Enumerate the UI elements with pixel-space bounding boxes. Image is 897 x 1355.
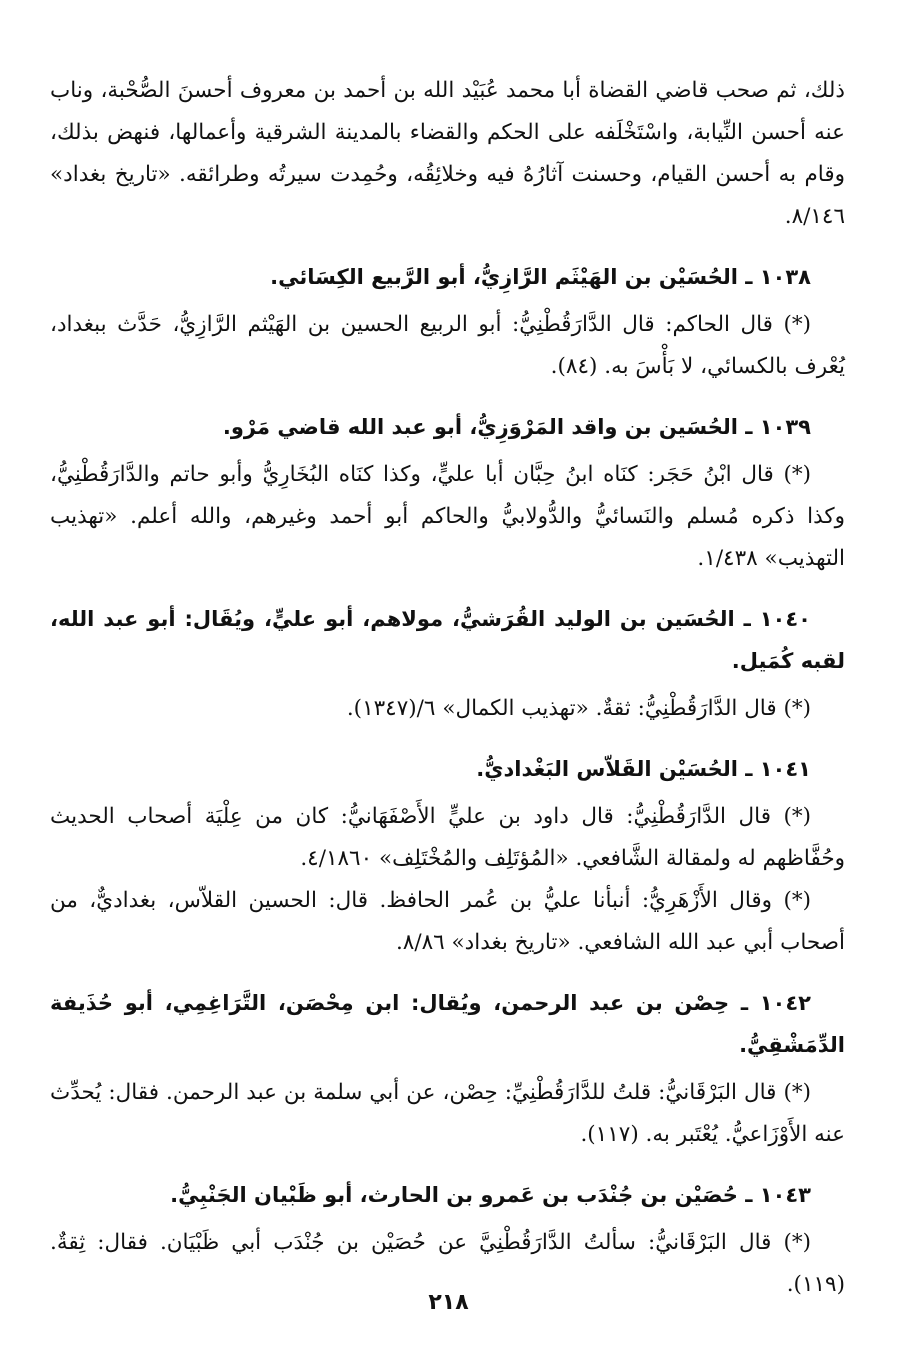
entry-heading-1040: ١٠٤٠ ـ الحُسَين بن الوليد القُرَشيُّ، مولاهم، أبو عليٍّ، ويُقَال: أبو عبد الله، لقبه كُمَيل. [50, 607, 845, 673]
entry-text-1041-a: (*) قال الدَّارَقُطْنِيُّ: قال داود بن عليٍّ الأَصْفَهَانيُّ: كان من عِلْيَة أصحاب الحديث وحُفَّاظهم له ولمقالة الشَّافعي. «المُؤتَلِف والمُخْتَلِف» ٤/١٨٦٠. [50, 804, 845, 871]
entry-heading-1043: ١٠٤٣ ـ حُصَيْن بن جُنْدَب بن عَمرو بن الحارث، أبو ظَبْيان الجَنْبِيُّ. [170, 1183, 811, 1207]
entry-text-1041-b: (*) وقال الأَزْهَرِيُّ: أنبأنا عليُّ بن عُمر الحافظ. قال: الحسين القلاّس، بغداديٌّ، من أصحاب أبي عبد الله الشافعي. «تاريخ بغداد» ٨/٨٦. [50, 888, 845, 955]
page-body [50, 70, 845, 1300]
entry-text-1042: (*) قال البَرْقَانيُّ: قلتُ للدَّارَقُطْنِيِّ: حِصْن، عن أبي سلمة بن عبد الرحمن. فقال: يُحدِّث عنه الأَوْزَاعيُّ. يُعْتَبر به. (١١٧). [50, 1080, 845, 1147]
entry-text-1043: (*) قال البَرْقَانيُّ: سألتُ الدَّارَقُطْنِيَّ عن حُصَيْن بن جُنْدَب أبي ظَبْيَان. فقال: ثِقةٌ. (١١٩). [50, 1230, 845, 1297]
entry-heading-1038: ١٠٣٨ ـ الحُسَيْن بن الهَيْثَم الرَّازِيُّ، أبو الرَّبيع الكِسَائي. [270, 265, 811, 289]
entry-heading-1039: ١٠٣٩ ـ الحُسَين بن واقد المَرْوَزِيُّ، أبو عبد الله قاضي مَرْو. [222, 415, 811, 439]
entry-text-1038: (*) قال الحاكم: قال الدَّارَقُطْنِيُّ: أبو الربيع الحسين بن الهَيْثم الرَّازِيُّ، حَدَّث ببغداد، يُعْرف بالكسائي، لا بَأْسَ به. (٨٤). [50, 312, 845, 379]
entry-text-1039: (*) قال ابْنُ حَجَر: كنَاه ابنُ حِبَّان أبا عليٍّ، وكذا كنَاه البُخَارِيُّ وأبو حاتم والدَّارَقُطْنِيُّ، وكذا ذكره مُسلم والنَسائيُّ والدُّولابيُّ والحاكم أبو أحمد وغيرهم، والله أعلم. «تهذيب التهذيب» ١/٤٣٨. [50, 462, 845, 571]
entry-heading-1041: ١٠٤١ ـ الحُسَيْن القَلاّس البَغْداديُّ. [476, 757, 811, 781]
continued-paragraph: ذلك، ثم صحب قاضي القضاة أبا محمد عُبَيْد الله بن أحمد بن معروف أحسنَ الصُّحْبة، وناب عنه أحسن النِّيابة، واسْتَخْلَفه على الحكم والقضاء بالمدينة الشرقية وأعمالها، فنهض بذلك، وقام به أحسن القيام، وحسنت آثارُهُ فيه وخلائِقُه، وحُمِدت سيرتُه وطرائقه. «تاريخ بغداد» ٨/١٤٦. [50, 78, 845, 229]
page-number: ٢١٨ [428, 1290, 469, 1315]
entry-text-1040: (*) قال الدَّارَقُطْنِيُّ: ثقةٌ. «تهذيب الكمال» ٦/(١٣٤٧). [346, 696, 811, 721]
entry-heading-1042: ١٠٤٢ ـ حِصْن بن عبد الرحمن، ويُقال: ابن مِحْصَن، التَّرَاغِمِي، أبو حُذَيفة الدِّمَشْقِيُّ. [50, 991, 845, 1057]
